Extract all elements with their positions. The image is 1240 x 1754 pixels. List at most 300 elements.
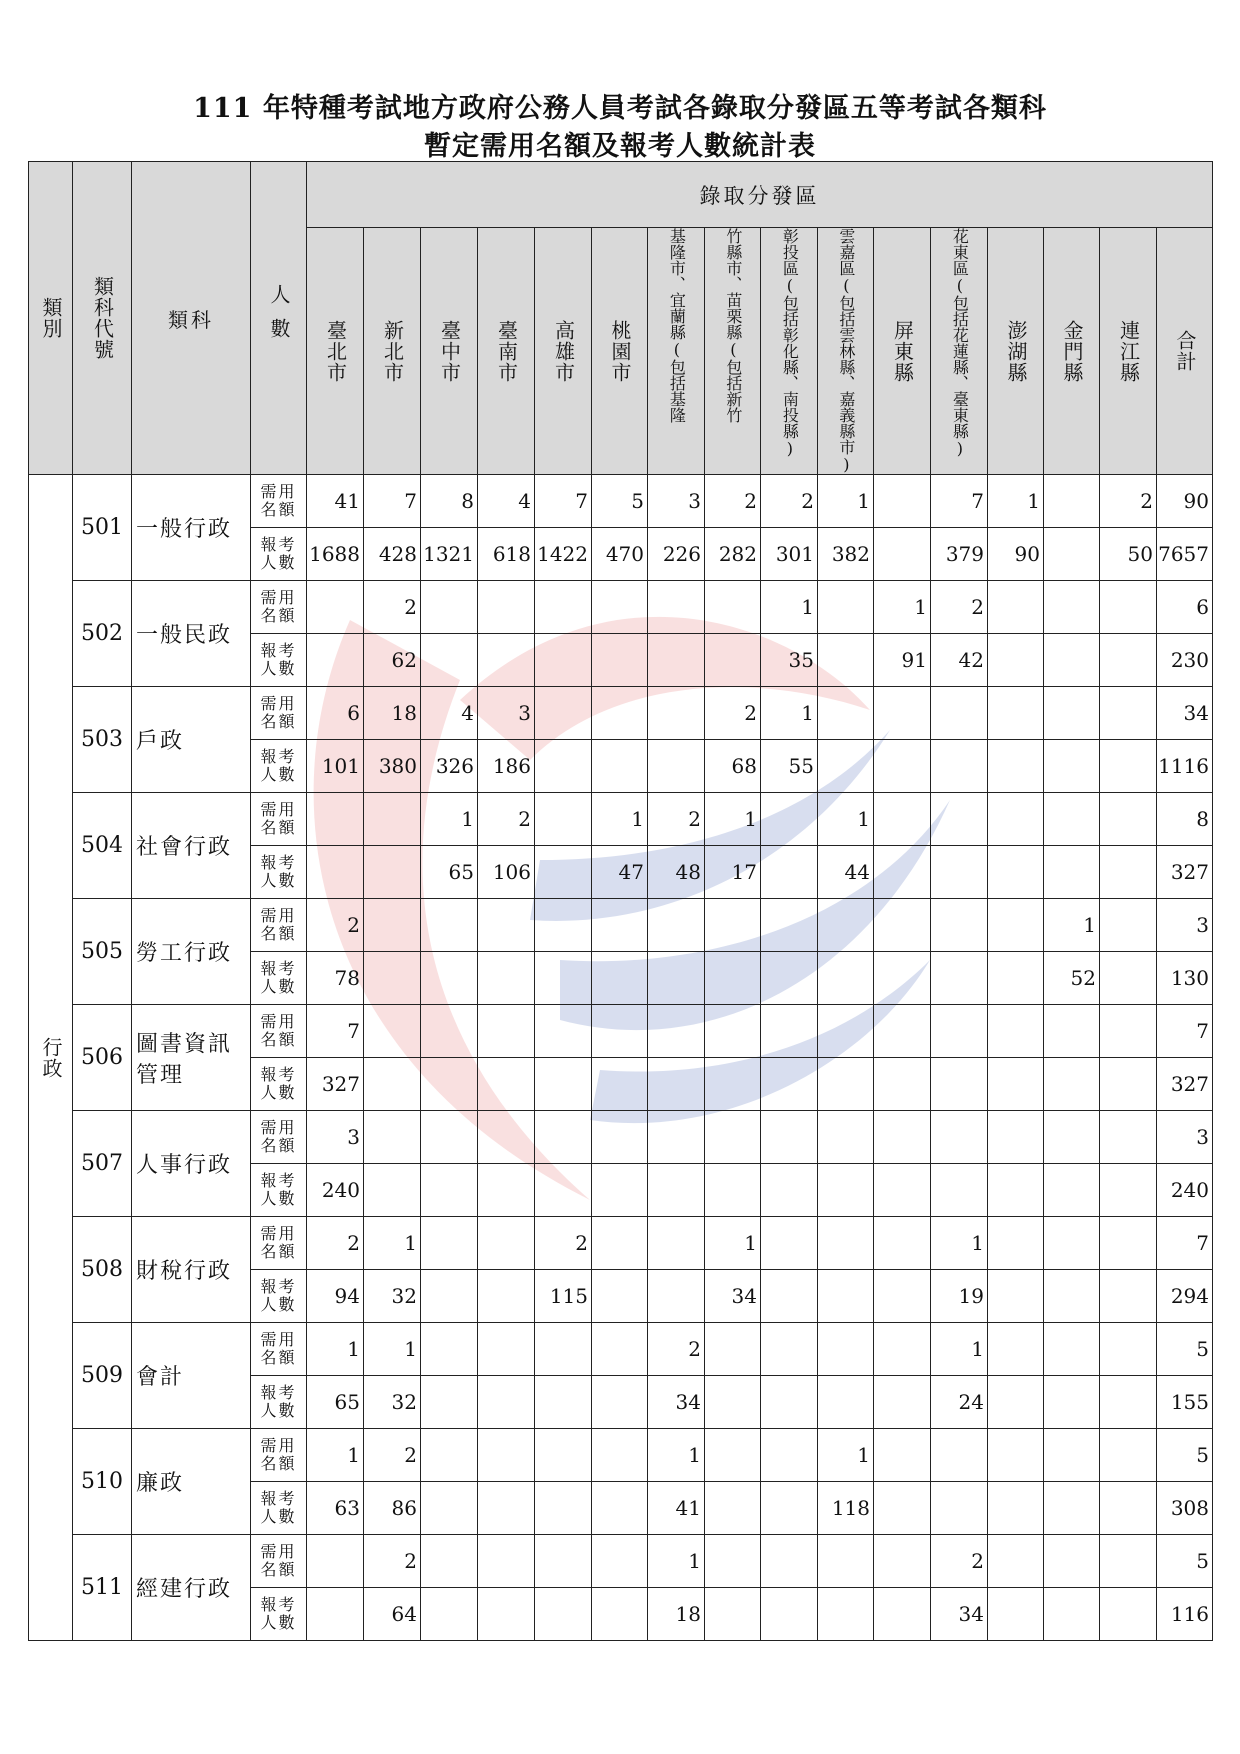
value-cell — [1044, 1005, 1100, 1058]
total-cell: 155 — [1157, 1376, 1213, 1429]
value-cell: 327 — [307, 1058, 364, 1111]
value-cell — [421, 1429, 478, 1482]
value-cell — [761, 1588, 818, 1641]
value-cell — [648, 899, 705, 952]
value-cell: 618 — [478, 528, 535, 581]
total-cell: 34 — [1157, 687, 1213, 740]
value-cell — [1100, 846, 1157, 899]
value-cell: 2 — [1100, 475, 1157, 528]
value-cell: 47 — [592, 846, 648, 899]
subject-code: 504 — [73, 793, 132, 899]
value-cell — [1100, 1429, 1157, 1482]
value-cell — [421, 899, 478, 952]
value-cell — [535, 1111, 592, 1164]
total-cell: 8 — [1157, 793, 1213, 846]
value-cell: 326 — [421, 740, 478, 793]
total-cell: 327 — [1157, 846, 1213, 899]
value-cell — [1100, 1217, 1157, 1270]
value-cell — [478, 1429, 535, 1482]
row-kind-quota: 需用名額 — [251, 793, 307, 846]
value-cell — [705, 581, 761, 634]
value-cell — [1044, 528, 1100, 581]
value-cell — [761, 793, 818, 846]
value-cell — [478, 634, 535, 687]
value-cell: 65 — [421, 846, 478, 899]
value-cell — [705, 899, 761, 952]
value-cell — [874, 846, 931, 899]
value-cell — [705, 1482, 761, 1535]
value-cell — [761, 1111, 818, 1164]
value-cell: 379 — [931, 528, 988, 581]
value-cell — [988, 1535, 1044, 1588]
value-cell — [478, 1323, 535, 1376]
value-cell — [535, 1058, 592, 1111]
value-cell: 2 — [761, 475, 818, 528]
total-cell: 7657 — [1157, 528, 1213, 581]
value-cell — [592, 1376, 648, 1429]
value-cell: 63 — [307, 1482, 364, 1535]
value-cell — [364, 1111, 421, 1164]
value-cell: 115 — [535, 1270, 592, 1323]
total-cell: 7 — [1157, 1005, 1213, 1058]
value-cell — [421, 1164, 478, 1217]
value-cell — [478, 1005, 535, 1058]
total-cell: 294 — [1157, 1270, 1213, 1323]
value-cell — [988, 952, 1044, 1005]
value-cell: 2 — [478, 793, 535, 846]
value-cell — [364, 793, 421, 846]
value-cell — [648, 1217, 705, 1270]
value-cell: 7 — [307, 1005, 364, 1058]
value-cell: 1 — [761, 687, 818, 740]
value-cell: 1 — [648, 1535, 705, 1588]
value-cell — [421, 1588, 478, 1641]
value-cell — [988, 846, 1044, 899]
header-category: 類別 — [29, 162, 73, 475]
value-cell — [535, 1164, 592, 1217]
value-cell — [1044, 581, 1100, 634]
value-cell — [592, 1535, 648, 1588]
subject-name: 戶政 — [132, 687, 251, 793]
value-cell — [535, 793, 592, 846]
value-cell: 470 — [592, 528, 648, 581]
value-cell: 226 — [648, 528, 705, 581]
value-cell: 2 — [364, 1535, 421, 1588]
value-cell: 1 — [818, 1429, 874, 1482]
value-cell — [307, 581, 364, 634]
value-cell — [421, 1482, 478, 1535]
subject-name: 會計 — [132, 1323, 251, 1429]
value-cell — [818, 1588, 874, 1641]
value-cell — [818, 634, 874, 687]
row-kind-quota: 需用名額 — [251, 581, 307, 634]
value-cell — [818, 1005, 874, 1058]
value-cell — [818, 1058, 874, 1111]
value-cell — [1044, 846, 1100, 899]
value-cell — [1044, 740, 1100, 793]
header-district: 連江縣 — [1100, 228, 1157, 475]
value-cell — [761, 1005, 818, 1058]
value-cell: 86 — [364, 1482, 421, 1535]
subject-name: 一般民政 — [132, 581, 251, 687]
total-cell: 90 — [1157, 475, 1213, 528]
value-cell: 18 — [648, 1588, 705, 1641]
row-kind-quota: 需用名額 — [251, 475, 307, 528]
value-cell: 1 — [988, 475, 1044, 528]
value-cell — [421, 1005, 478, 1058]
value-cell — [478, 1376, 535, 1429]
value-cell — [988, 581, 1044, 634]
value-cell — [592, 1058, 648, 1111]
value-cell — [478, 1588, 535, 1641]
table-row — [29, 899, 1213, 952]
value-cell — [988, 1429, 1044, 1482]
value-cell — [364, 846, 421, 899]
value-cell — [1044, 1429, 1100, 1482]
value-cell — [988, 1588, 1044, 1641]
value-cell: 2 — [307, 899, 364, 952]
subject-code: 510 — [73, 1429, 132, 1535]
value-cell — [1100, 1005, 1157, 1058]
value-cell: 6 — [307, 687, 364, 740]
value-cell: 55 — [761, 740, 818, 793]
value-cell — [761, 952, 818, 1005]
value-cell — [874, 1429, 931, 1482]
value-cell: 382 — [818, 528, 874, 581]
value-cell — [988, 793, 1044, 846]
table-row — [29, 793, 1213, 846]
value-cell — [874, 1535, 931, 1588]
value-cell: 19 — [931, 1270, 988, 1323]
value-cell — [988, 1482, 1044, 1535]
value-cell — [761, 1535, 818, 1588]
value-cell: 7 — [364, 475, 421, 528]
value-cell — [705, 1058, 761, 1111]
value-cell — [478, 1058, 535, 1111]
value-cell — [818, 581, 874, 634]
value-cell — [705, 1588, 761, 1641]
value-cell: 34 — [705, 1270, 761, 1323]
value-cell — [988, 1164, 1044, 1217]
value-cell: 1688 — [307, 528, 364, 581]
row-kind-quota: 需用名額 — [251, 687, 307, 740]
value-cell: 3 — [307, 1111, 364, 1164]
value-cell — [535, 1323, 592, 1376]
value-cell — [535, 846, 592, 899]
value-cell — [1100, 952, 1157, 1005]
value-cell: 48 — [648, 846, 705, 899]
value-cell — [592, 1323, 648, 1376]
value-cell — [874, 899, 931, 952]
row-kind-applicants: 報考人數 — [251, 634, 307, 687]
value-cell: 1 — [364, 1323, 421, 1376]
value-cell: 8 — [421, 475, 478, 528]
value-cell — [761, 1376, 818, 1429]
value-cell — [988, 687, 1044, 740]
subject-code: 507 — [73, 1111, 132, 1217]
subject-name: 一般行政 — [132, 475, 251, 581]
value-cell — [421, 581, 478, 634]
value-cell — [1044, 1270, 1100, 1323]
value-cell — [931, 1482, 988, 1535]
subject-code: 505 — [73, 899, 132, 1005]
row-kind-applicants: 報考人數 — [251, 740, 307, 793]
value-cell — [1044, 793, 1100, 846]
total-cell: 3 — [1157, 899, 1213, 952]
value-cell: 1422 — [535, 528, 592, 581]
subject-name: 社會行政 — [132, 793, 251, 899]
value-cell: 1 — [592, 793, 648, 846]
value-cell: 2 — [648, 793, 705, 846]
value-cell — [705, 1111, 761, 1164]
row-kind-applicants: 報考人數 — [251, 1058, 307, 1111]
value-cell — [1100, 1482, 1157, 1535]
header-district: 金門縣 — [1044, 228, 1100, 475]
value-cell — [648, 1111, 705, 1164]
value-cell — [535, 687, 592, 740]
total-cell: 6 — [1157, 581, 1213, 634]
value-cell — [307, 1535, 364, 1588]
table-row — [29, 1111, 1213, 1164]
value-cell: 1 — [648, 1429, 705, 1482]
total-cell: 240 — [1157, 1164, 1213, 1217]
value-cell — [535, 1535, 592, 1588]
value-cell — [818, 1270, 874, 1323]
statistics-table — [28, 161, 1213, 1641]
value-cell — [931, 952, 988, 1005]
value-cell — [1044, 687, 1100, 740]
value-cell — [648, 581, 705, 634]
value-cell — [535, 740, 592, 793]
value-cell — [421, 952, 478, 1005]
subject-code: 502 — [73, 581, 132, 687]
value-cell: 68 — [705, 740, 761, 793]
value-cell — [421, 1111, 478, 1164]
value-cell — [307, 793, 364, 846]
value-cell: 1 — [818, 475, 874, 528]
value-cell: 42 — [931, 634, 988, 687]
value-cell — [705, 952, 761, 1005]
row-kind-quota: 需用名額 — [251, 1005, 307, 1058]
header-region: 錄取分發區 — [307, 162, 1213, 228]
value-cell — [874, 793, 931, 846]
value-cell — [592, 1482, 648, 1535]
total-cell: 308 — [1157, 1482, 1213, 1535]
value-cell — [874, 687, 931, 740]
value-cell — [874, 475, 931, 528]
value-cell — [592, 1429, 648, 1482]
value-cell: 2 — [931, 581, 988, 634]
value-cell — [1044, 1217, 1100, 1270]
value-cell: 24 — [931, 1376, 988, 1429]
total-cell: 5 — [1157, 1535, 1213, 1588]
value-cell — [931, 740, 988, 793]
value-cell — [874, 1164, 931, 1217]
value-cell — [592, 1111, 648, 1164]
header-code: 類科代號 — [73, 162, 132, 475]
header-subject: 類科 — [132, 162, 251, 475]
value-cell — [592, 1164, 648, 1217]
header-district: 高雄市 — [535, 228, 592, 475]
value-cell — [592, 687, 648, 740]
value-cell: 90 — [988, 528, 1044, 581]
value-cell — [705, 1164, 761, 1217]
value-cell — [818, 1164, 874, 1217]
value-cell — [1100, 1535, 1157, 1588]
page-subtitle: 暫定需用名額及報考人數統計表 — [424, 131, 816, 162]
value-cell — [1100, 899, 1157, 952]
header-district: 臺中市 — [421, 228, 478, 475]
value-cell — [931, 899, 988, 952]
value-cell — [421, 1058, 478, 1111]
value-cell — [988, 1217, 1044, 1270]
value-cell — [1044, 1588, 1100, 1641]
value-cell — [931, 1164, 988, 1217]
row-kind-applicants: 報考人數 — [251, 528, 307, 581]
header-district: 基隆市、宜蘭縣(包括基隆 — [648, 228, 705, 475]
value-cell — [535, 952, 592, 1005]
value-cell — [761, 1270, 818, 1323]
value-cell — [648, 1164, 705, 1217]
value-cell — [1100, 634, 1157, 687]
value-cell — [592, 899, 648, 952]
value-cell — [1044, 475, 1100, 528]
row-kind-applicants: 報考人數 — [251, 1588, 307, 1641]
value-cell: 428 — [364, 528, 421, 581]
value-cell: 380 — [364, 740, 421, 793]
value-cell: 34 — [648, 1376, 705, 1429]
value-cell — [874, 1323, 931, 1376]
value-cell — [1044, 1376, 1100, 1429]
value-cell — [535, 581, 592, 634]
value-cell: 1 — [818, 793, 874, 846]
value-cell — [648, 687, 705, 740]
value-cell — [818, 1323, 874, 1376]
value-cell — [1100, 1270, 1157, 1323]
subject-name: 廉政 — [132, 1429, 251, 1535]
value-cell — [1100, 793, 1157, 846]
value-cell — [1100, 1376, 1157, 1429]
value-cell: 34 — [931, 1588, 988, 1641]
value-cell — [874, 1111, 931, 1164]
value-cell — [421, 1270, 478, 1323]
total-cell: 327 — [1157, 1058, 1213, 1111]
value-cell — [421, 1535, 478, 1588]
value-cell — [1100, 1058, 1157, 1111]
value-cell — [1100, 1111, 1157, 1164]
header-district: 彰投區(包括彰化縣、南投縣) — [761, 228, 818, 475]
row-kind-quota: 需用名額 — [251, 1535, 307, 1588]
value-cell — [421, 1323, 478, 1376]
row-kind-applicants: 報考人數 — [251, 1164, 307, 1217]
value-cell — [307, 634, 364, 687]
value-cell: 118 — [818, 1482, 874, 1535]
value-cell — [592, 1005, 648, 1058]
value-cell — [705, 1005, 761, 1058]
subject-name: 經建行政 — [132, 1535, 251, 1641]
value-cell — [478, 1535, 535, 1588]
value-cell: 41 — [648, 1482, 705, 1535]
value-cell — [648, 1270, 705, 1323]
value-cell: 91 — [874, 634, 931, 687]
value-cell: 64 — [364, 1588, 421, 1641]
value-cell — [818, 687, 874, 740]
value-cell: 1 — [307, 1429, 364, 1482]
total-cell: 230 — [1157, 634, 1213, 687]
value-cell — [535, 1005, 592, 1058]
value-cell — [648, 952, 705, 1005]
value-cell — [931, 1111, 988, 1164]
subject-name: 勞工行政 — [132, 899, 251, 1005]
value-cell — [705, 1323, 761, 1376]
value-cell — [478, 1482, 535, 1535]
value-cell — [1044, 1482, 1100, 1535]
value-cell — [761, 1164, 818, 1217]
value-cell — [874, 1058, 931, 1111]
value-cell — [648, 740, 705, 793]
value-cell — [818, 1535, 874, 1588]
header-district: 竹縣市、苗栗縣(包括新竹 — [705, 228, 761, 475]
value-cell: 1 — [421, 793, 478, 846]
value-cell: 2 — [364, 1429, 421, 1482]
value-cell — [478, 1164, 535, 1217]
value-cell: 2 — [535, 1217, 592, 1270]
value-cell: 186 — [478, 740, 535, 793]
value-cell — [874, 1376, 931, 1429]
value-cell — [535, 1376, 592, 1429]
page-title: 111 年特種考試地方政府公務人員考試各錄取分發區五等考試各類科 — [193, 93, 1047, 124]
value-cell — [592, 952, 648, 1005]
value-cell — [364, 899, 421, 952]
value-cell — [478, 952, 535, 1005]
total-cell: 5 — [1157, 1323, 1213, 1376]
value-cell: 41 — [307, 475, 364, 528]
row-kind-quota: 需用名額 — [251, 1111, 307, 1164]
value-cell: 65 — [307, 1376, 364, 1429]
total-cell: 130 — [1157, 952, 1213, 1005]
subject-code: 508 — [73, 1217, 132, 1323]
value-cell — [307, 1588, 364, 1641]
table-row — [29, 581, 1213, 634]
value-cell — [931, 793, 988, 846]
value-cell — [761, 899, 818, 952]
row-kind-applicants: 報考人數 — [251, 1270, 307, 1323]
subject-code: 509 — [73, 1323, 132, 1429]
value-cell — [874, 740, 931, 793]
value-cell — [421, 634, 478, 687]
value-cell — [592, 1270, 648, 1323]
value-cell: 101 — [307, 740, 364, 793]
value-cell — [705, 1535, 761, 1588]
header-district: 花東區(包括花蓮縣、臺東縣) — [931, 228, 988, 475]
value-cell — [1100, 581, 1157, 634]
table-row — [29, 1323, 1213, 1376]
value-cell — [761, 1323, 818, 1376]
value-cell — [761, 1429, 818, 1482]
value-cell — [592, 1217, 648, 1270]
value-cell — [535, 899, 592, 952]
value-cell: 7 — [931, 475, 988, 528]
value-cell — [988, 1005, 1044, 1058]
value-cell — [364, 1058, 421, 1111]
total-cell: 5 — [1157, 1429, 1213, 1482]
value-cell: 32 — [364, 1376, 421, 1429]
header-district: 臺南市 — [478, 228, 535, 475]
value-cell: 1 — [705, 1217, 761, 1270]
table-row — [29, 475, 1213, 528]
value-cell — [761, 1482, 818, 1535]
value-cell — [761, 846, 818, 899]
